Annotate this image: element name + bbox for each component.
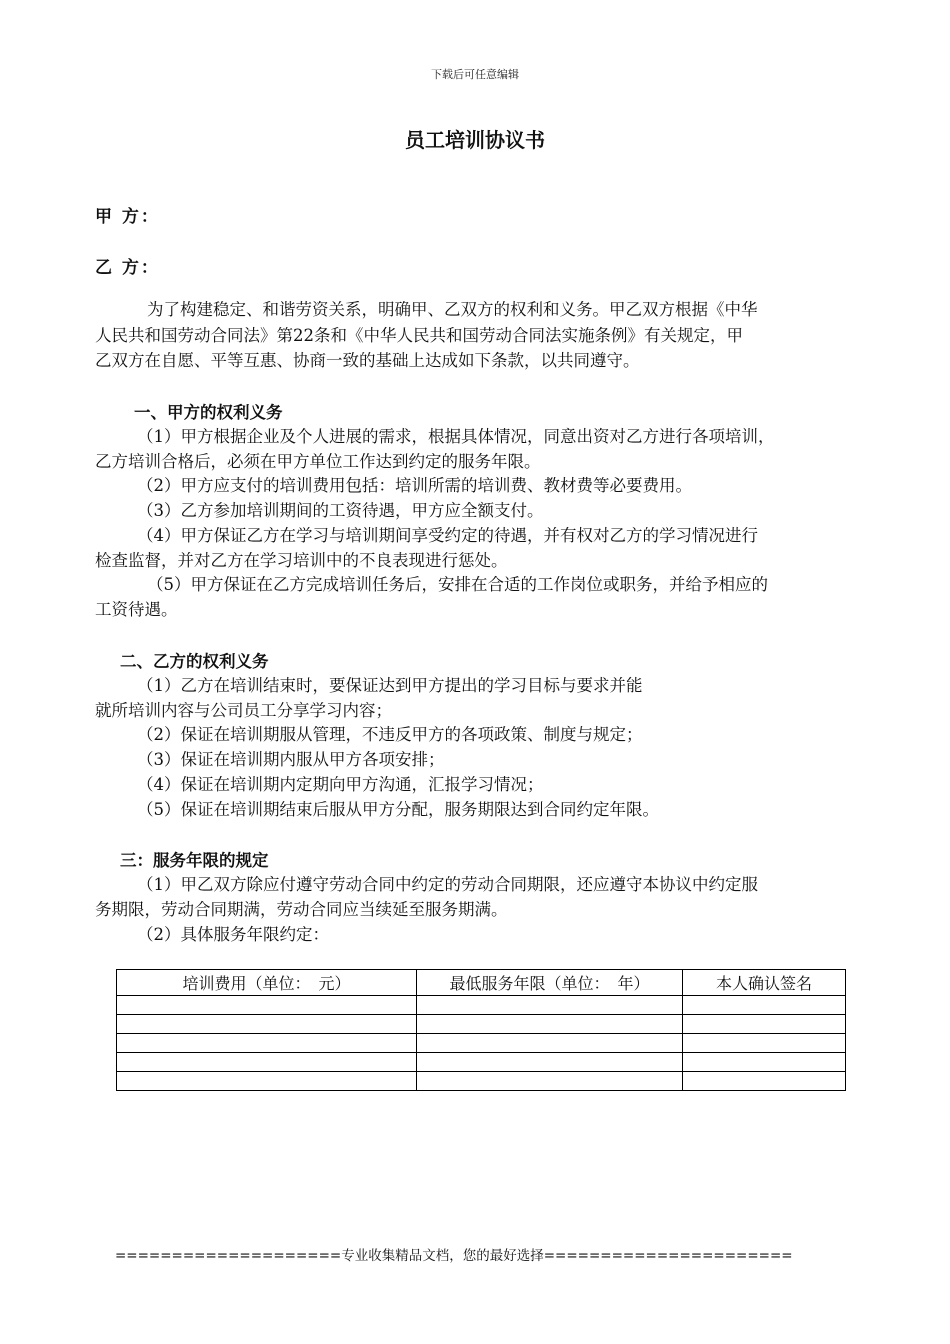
- table-row: [117, 1072, 846, 1091]
- section1-heading: 一、甲方的权利义务: [134, 403, 283, 422]
- party-a-label: 甲 方：: [95, 207, 160, 227]
- header-signature: 本人确认签名: [683, 970, 846, 996]
- section2-line: （4）保证在培训期内定期向甲方沟通，汇报学习情况；: [137, 775, 544, 794]
- section2-line: （5）保证在培训期结束后服从甲方分配，服务期限达到合同约定年限。: [137, 800, 659, 819]
- section1-line: （5）甲方保证在乙方完成培训任务后，安排在合适的工作岗位或职务，并给予相应的: [147, 575, 768, 594]
- section1-line: 乙方培训合格后，必须在甲方单位工作达到约定的服务年限。: [95, 452, 541, 471]
- table-row: [117, 1034, 846, 1053]
- signature-cell[interactable]: [683, 1034, 846, 1053]
- section2-line: （3）保证在培训期内服从甲方各项安排；: [137, 750, 445, 769]
- fee-cell[interactable]: [117, 996, 417, 1015]
- section2-heading: 二、乙方的权利义务: [120, 652, 269, 671]
- table-row: [117, 996, 846, 1015]
- section2-line: （1）乙方在培训结束时，要保证达到甲方提出的学习目标与要求并能: [137, 676, 643, 695]
- years-cell[interactable]: [417, 1034, 683, 1053]
- signature-cell[interactable]: [683, 1072, 846, 1091]
- signature-cell[interactable]: [683, 996, 846, 1015]
- header-note: 下载后可任意编辑: [431, 68, 519, 81]
- header-training-fee: 培训费用（单位： 元）: [117, 970, 417, 996]
- fee-cell[interactable]: [117, 1034, 417, 1053]
- section3-heading: 三：服务年限的规定: [120, 851, 269, 870]
- years-cell[interactable]: [417, 996, 683, 1015]
- section1-line: 工资待遇。: [95, 600, 178, 619]
- table-header-row: [117, 970, 846, 996]
- years-cell[interactable]: [417, 1072, 683, 1091]
- intro-line: 人民共和国劳动合同法》第22条和《中华人民共和国劳动合同法实施条例》有关规定，甲: [95, 326, 743, 345]
- party-b-label: 乙 方：: [95, 258, 160, 278]
- years-cell[interactable]: [417, 1053, 683, 1072]
- section3-line: 务期限，劳动合同期满，劳动合同应当续延至服务期满。: [95, 900, 508, 919]
- section1-line: （1）甲方根据企业及个人进展的需求，根据具体情况，同意出资对乙方进行各项培训，: [137, 427, 775, 446]
- section1-line: （3）乙方参加培训期间的工资待遇，甲方应全额支付。: [137, 501, 544, 520]
- header-min-service-years: 最低服务年限（单位： 年）: [417, 970, 683, 996]
- section1-line: （4）甲方保证乙方在学习与培训期间享受约定的待遇，并有权对乙方的学习情况进行: [137, 526, 758, 545]
- section2-line: 就所培训内容与公司员工分享学习内容；: [95, 701, 392, 720]
- section3-line: （2）具体服务年限约定：: [137, 925, 329, 944]
- footer-note: ====================专业收集精品文档，您的最好选择======================: [115, 1248, 793, 1264]
- intro-line: 乙双方在自愿、平等互惠、协商一致的基础上达成如下条款，以共同遵守。: [95, 351, 640, 370]
- signature-cell[interactable]: [683, 1015, 846, 1034]
- section2-line: （2）保证在培训期服从管理，不违反甲方的各项政策、制度与规定；: [137, 725, 643, 744]
- fee-cell[interactable]: [117, 1015, 417, 1034]
- section1-line: 检查监督，并对乙方在学习培训中的不良表现进行惩处。: [95, 551, 508, 570]
- table-row: [117, 1053, 846, 1072]
- table-row: [117, 1015, 846, 1034]
- section3-line: （1）甲乙双方除应付遵守劳动合同中约定的劳动合同期限，还应遵守本协议中约定服: [137, 875, 758, 894]
- service-term-table: [116, 969, 846, 1091]
- intro-line: 为了构建稳定、和谐劳资关系，明确甲、乙双方的权利和义务。甲乙双方根据《中华: [147, 300, 758, 319]
- signature-cell[interactable]: [683, 1053, 846, 1072]
- fee-cell[interactable]: [117, 1053, 417, 1072]
- fee-cell[interactable]: [117, 1072, 417, 1091]
- document-title: 员工培训协议书: [405, 128, 545, 152]
- section1-line: （2）甲方应支付的培训费用包括：培训所需的培训费、教材费等必要费用。: [137, 476, 692, 495]
- years-cell[interactable]: [417, 1015, 683, 1034]
